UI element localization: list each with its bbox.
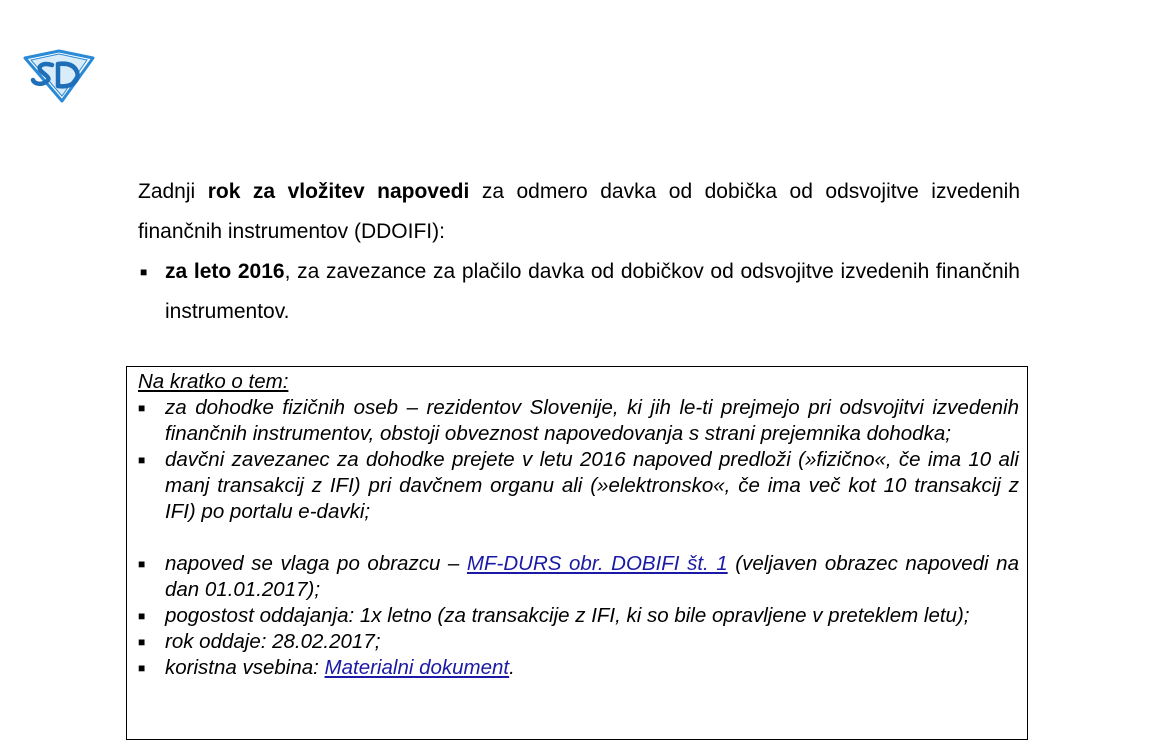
list-spacer [138,525,1019,551]
summary-box [126,366,1028,740]
intro-paragraph [138,172,1020,252]
item-text: pogostost oddajanja: 1x letno (za transakcije z IFI, ki so bile opravljene v preteklem letu); [165,604,970,627]
item-text: koristna vsebina: [165,656,325,679]
list-item [138,395,1019,447]
list-item [138,655,1019,681]
item-text: napoved se vlaga po obrazcu – [165,552,467,575]
square-bullet-icon: ■ [140,265,148,279]
intro-text-start: Zadnji [138,180,208,203]
intro-list [138,252,1020,332]
intro-bold-deadline: rok za vložitev napovedi [207,180,470,203]
item-text: . [509,656,515,679]
intro-text-end: za odmero davka od dobička od odsvojitve izvedenih finančnih instrumentov (DDOIFI): [138,180,1021,243]
item-text: (veljaven obrazec napovedi na dan 01.01.2017); [165,552,1019,601]
intro-section [138,172,1020,332]
list-item [138,447,1019,525]
square-bullet-icon: ■ [138,401,146,415]
list-item [138,603,1019,629]
square-bullet-icon: ■ [138,661,146,675]
list-item [138,629,1019,655]
summary-box-title: Na kratko o tem: [138,370,289,393]
list-item [138,551,1019,603]
form-link[interactable]: MF-DURS obr. DOBIFI št. 1 [466,552,728,575]
bullet-text: , za zavezance za plačilo davka od dobičkov od odsvojitve izvedenih finančnih instrumentov. [165,260,1020,323]
item-text: davčni zavezanec za dohodke prejete v letu 2016 napoved predloži (»fizično«, če ima 10 ali manj transakcij z IFI) pri davčnem organu ali (»elektronsko«, če ima več kot 10 transakcij z IFI) po portalu e-davki; [165,448,1019,523]
summary-list [138,395,1019,681]
square-bullet-icon: ■ [138,635,146,649]
year-bold: za leto 2016 [165,260,285,283]
square-bullet-icon: ■ [138,557,146,571]
sd-shield-logo-icon [22,48,96,104]
list-item [138,252,1020,332]
square-bullet-icon: ■ [138,453,146,467]
item-text: za dohodke fizičnih oseb – rezidentov Slovenije, ki jih le-ti prejmejo pri odsvojitvi izvedenih finančnih instrumentov, obstoji obveznost napovedovanja s strani prejemnika dohodka; [165,396,1019,445]
material-document-link[interactable]: Materialni dokument [324,656,510,679]
square-bullet-icon: ■ [138,609,146,623]
item-text: rok oddaje: 28.02.2017; [165,630,381,653]
